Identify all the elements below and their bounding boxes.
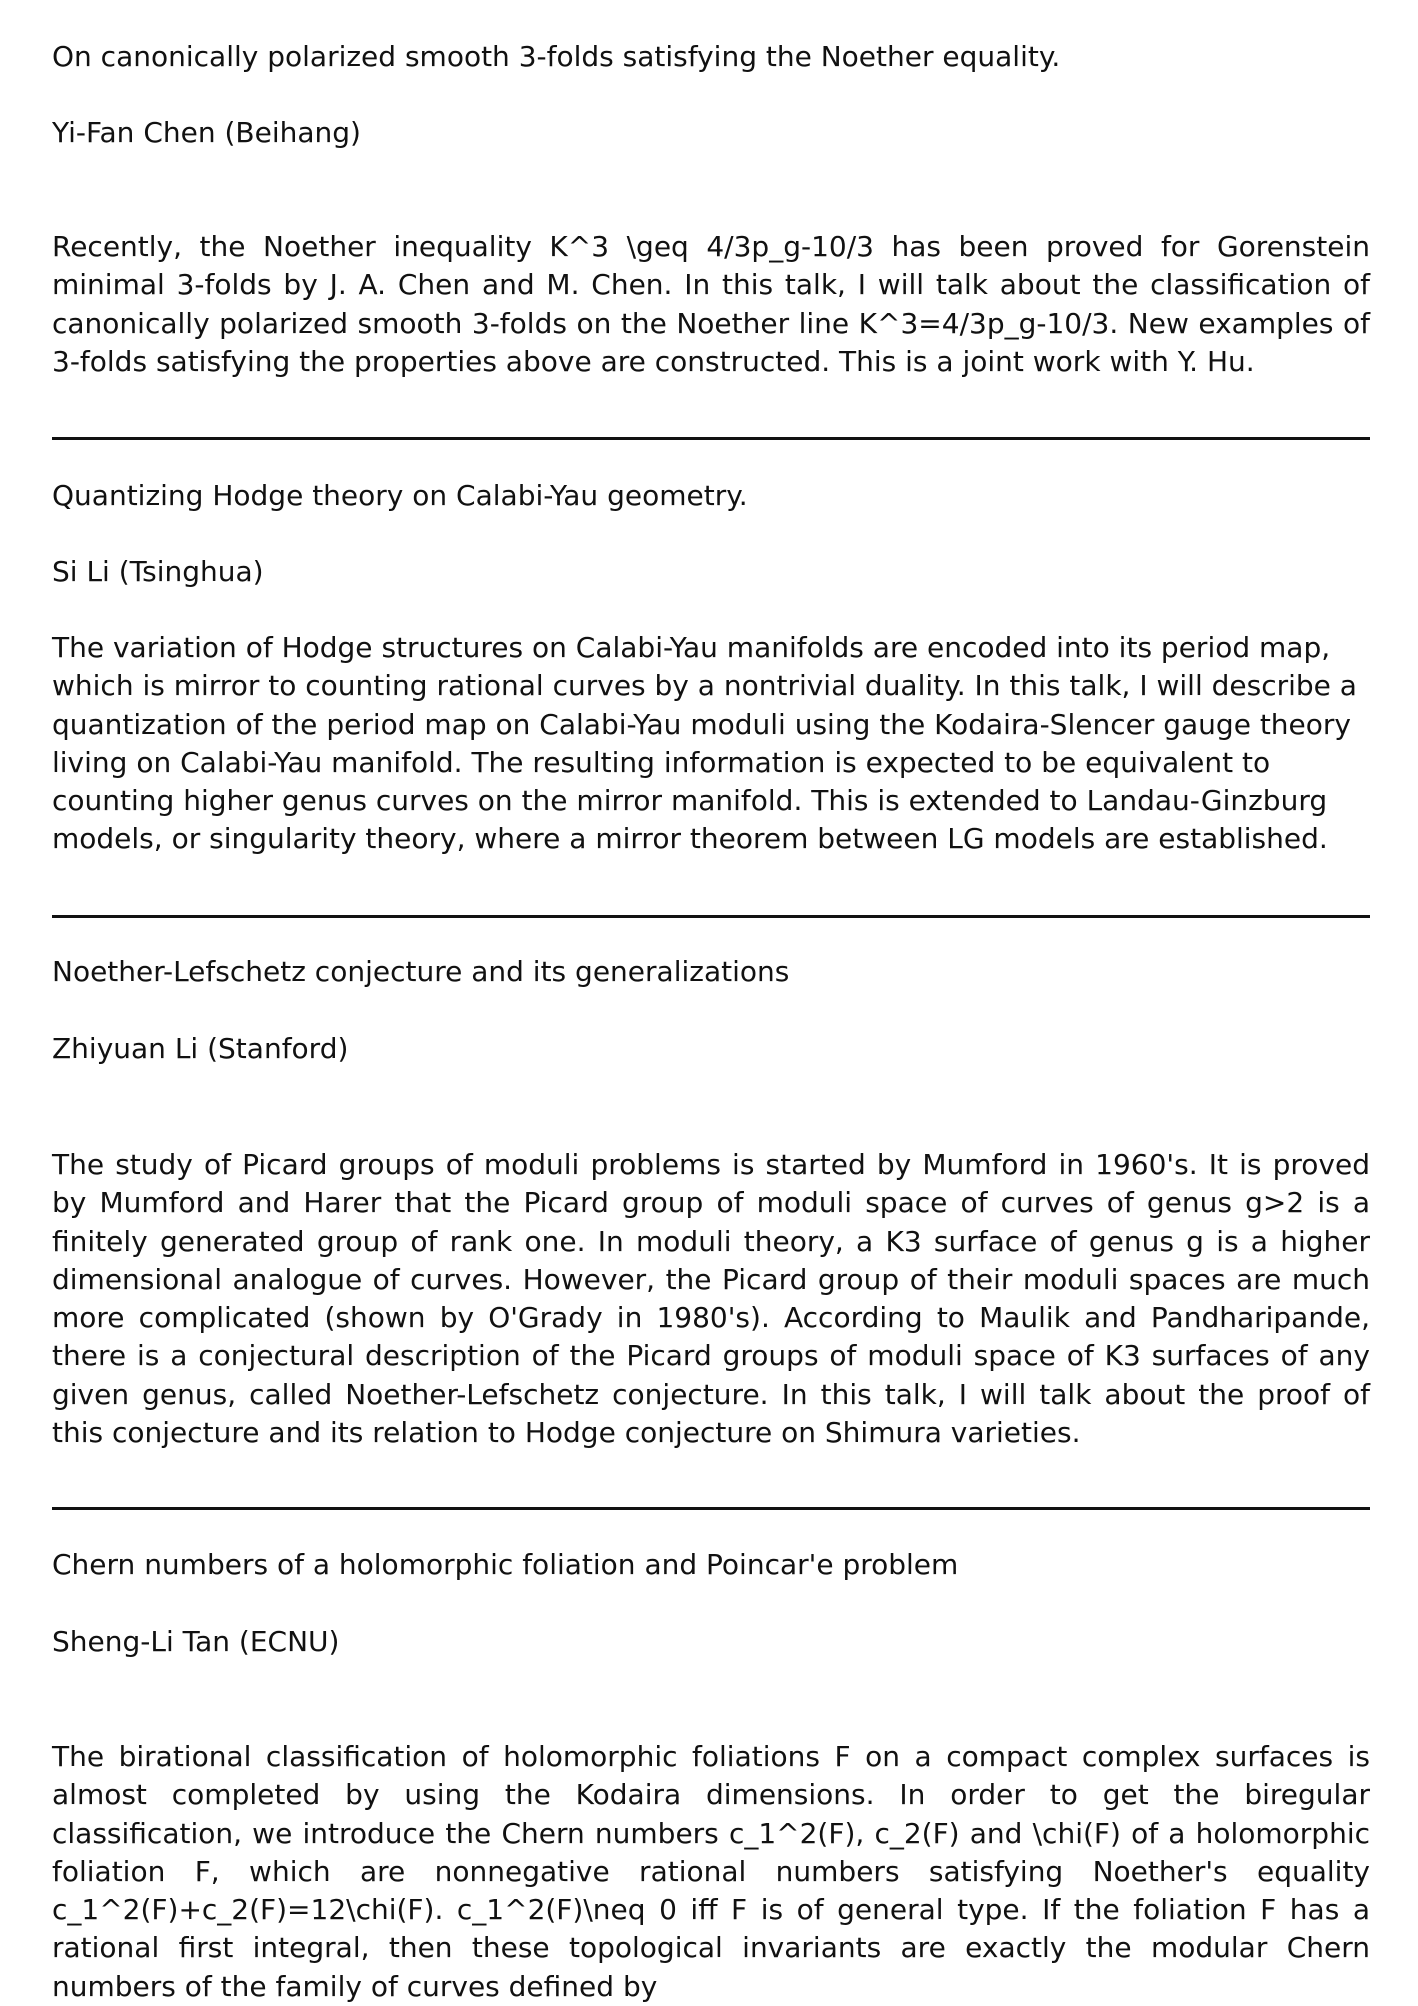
talk-title: Quantizing Hodge theory on Calabi-Yau geometry. [52, 479, 748, 512]
section-divider [52, 915, 1370, 918]
talk-speaker: Si Li (Tsinghua) [52, 555, 264, 588]
talk-speaker: Zhiyuan Li (Stanford) [52, 1032, 349, 1065]
talk-abstract: The study of Picard groups of moduli problems is started by Mumford in 1960's. It is proved by Mumford and Harer that the Picard group of moduli space of curves of genus g>2 is a finitely generated group of rank one. In moduli theory, a K3 surface of genus g is a higher dimensional analogue of curves. However, the Picard group of their moduli spaces are much more complicated (shown by O'Grady in 1980's). According to Maulik and Pandharipande, there is a conjectural description of the Picard groups of moduli space of K3 surfaces of any given genus, called Noether-Lefschetz conjecture. In this talk, I will talk about the proof of this conjecture and its relation to Hodge conjecture on Shimura varieties. [52, 1148, 1370, 1450]
talk-abstract: The variation of Hodge structures on Calabi-Yau manifolds are encoded into its period map, which is mirror to counting rational curves by a nontrivial duality. In this talk, I will describe a quantization of the period map on Calabi-Yau moduli using the Kodaira-Slencer gauge theory living on Calabi-Yau manifold. The resulting information is expected to be equivalent to counting higher genus curves on the mirror manifold. This is extended to Landau-Ginzburg models, or singularity theory, where a mirror theorem between LG models are established. [52, 631, 1357, 856]
talk-title: Noether-Lefschetz conjecture and its generalizations [52, 955, 790, 988]
talk-abstract: The birational classification of holomorphic foliations F on a compact complex surfaces is almost completed by using the Kodaira dimensions. In order to get the biregular classification, we introduce the Chern numbers c_1^2(F), c_2(F) and \chi(F) of a holomorphic foliation F, which are nonnegative rational numbers satisfying Noether's equality c_1^2(F)+c_2(F)=12\chi(F). c_1^2(F)\neq 0 iff F is of general type. If the foliation F has a rational first integral, then these topological invariants are exactly the modular Chern numbers of the family of curves defined by [52, 1740, 1370, 2003]
talk-title: Chern numbers of a holomorphic foliation and Poincar'e problem [52, 1548, 959, 1581]
section-divider [52, 1507, 1370, 1510]
section-divider [52, 437, 1370, 440]
talk-speaker: Sheng-Li Tan (ECNU) [52, 1625, 340, 1658]
talk-abstract: Recently, the Noether inequality K^3 \geq 4/3p_g-10/3 has been proved for Gorenstein minimal 3-folds by J. A. Chen and M. Chen. In this talk, I will talk about the classification of canonically polarized smooth 3-folds on the Noether line K^3=4/3p_g-10/3. New examples of 3-folds satisfying the properties above are constructed. This is a joint work with Y. Hu. [52, 230, 1370, 378]
talk-speaker: Yi-Fan Chen (Beihang) [52, 116, 361, 149]
talk-title: On canonically polarized smooth 3-folds satisfying the Noether equality. [52, 40, 1061, 73]
